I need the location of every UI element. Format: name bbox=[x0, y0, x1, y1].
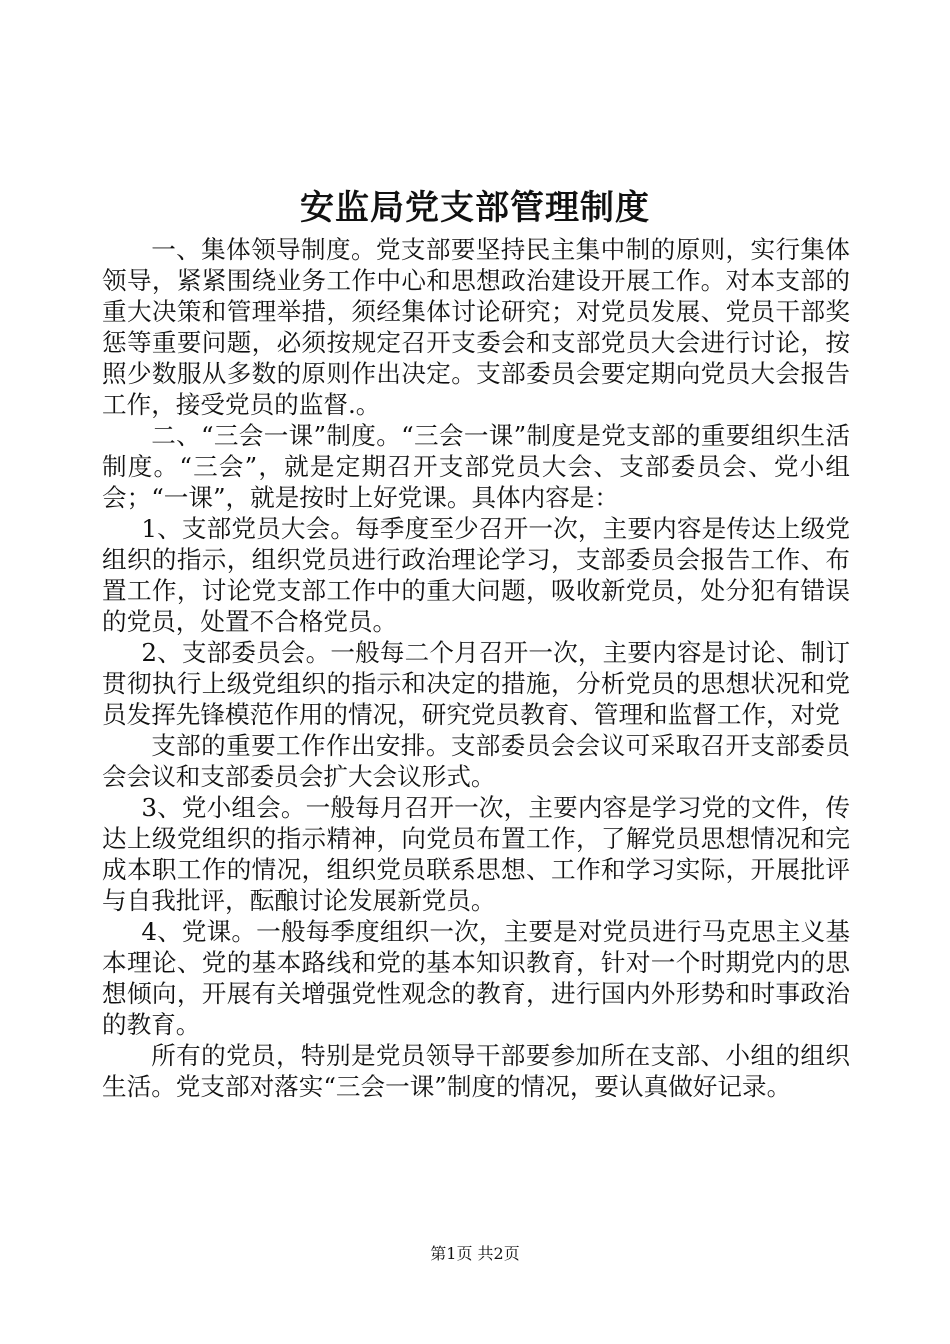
paragraph-branch-committee: 2、支部委员会。一般每二个月召开一次，主要内容是讨论、制订贯彻执行上级党组织的指示和决定的措施，分析党员的思想状况和党员发挥先锋模范作用的情况，研究党员教育、管理和监督工作，对党 bbox=[102, 638, 850, 729]
document-body bbox=[102, 234, 850, 1102]
paragraph-three-meetings-one-lesson: 二、“三会一课”制度。“三会一课”制度是党支部的重要组织生活制度。“三会”，就是定期召开支部党员大会、支部委员会、党小组会；“一课”，就是按时上好党课。具体内容是： bbox=[102, 421, 850, 512]
document-title: 安监局党支部管理制度 bbox=[300, 188, 650, 228]
paragraph-party-member-assembly: 1、支部党员大会。每季度至少召开一次，主要内容是传达上级党组织的指示，组织党员进行政治理论学习，支部委员会报告工作、布置工作，讨论党支部工作中的重大问题，吸收新党员，处分犯有错误的党员，处置不合格党员。 bbox=[102, 514, 850, 636]
paragraph-branch-committee-continued: 支部的重要工作作出安排。支部委员会会议可采取召开支部委员会会议和支部委员会扩大会议形式。 bbox=[102, 731, 850, 791]
paragraph-all-members: 所有的党员，特别是党员领导干部要参加所在支部、小组的组织生活。党支部对落实“三会一课”制度的情况，要认真做好记录。 bbox=[102, 1041, 850, 1101]
page-number-footer: 第1页 共2页 bbox=[430, 1244, 520, 1263]
paragraph-collective-leadership: 一、集体领导制度。党支部要坚持民主集中制的原则，实行集体领导，紧紧围绕业务工作中心和思想政治建设开展工作。对本支部的重大决策和管理举措，须经集体讨论研究；对党员发展、党员干部奖惩等重要问题，必须按规定召开支委会和支部党员大会进行讨论，按照少数服从多数的原则作出决定。支部委员会要定期向党员大会报告工作，接受党员的监督.。 bbox=[102, 235, 850, 419]
paragraph-party-lesson: 4、党课。一般每季度组织一次，主要是对党员进行马克思主义基本理论、党的基本路线和党的基本知识教育，针对一个时期党内的思想倾向，开展有关增强党性观念的教育，进行国内外形势和时事政治的教育。 bbox=[102, 917, 850, 1039]
paragraph-party-group-meeting: 3、党小组会。一般每月召开一次，主要内容是学习党的文件，传达上级党组织的指示精神，向党员布置工作，了解党员思想情况和完成本职工作的情况，组织党员联系思想、工作和学习实际，开展批评与自我批评，酝酿讨论发展新党员。 bbox=[102, 793, 850, 915]
